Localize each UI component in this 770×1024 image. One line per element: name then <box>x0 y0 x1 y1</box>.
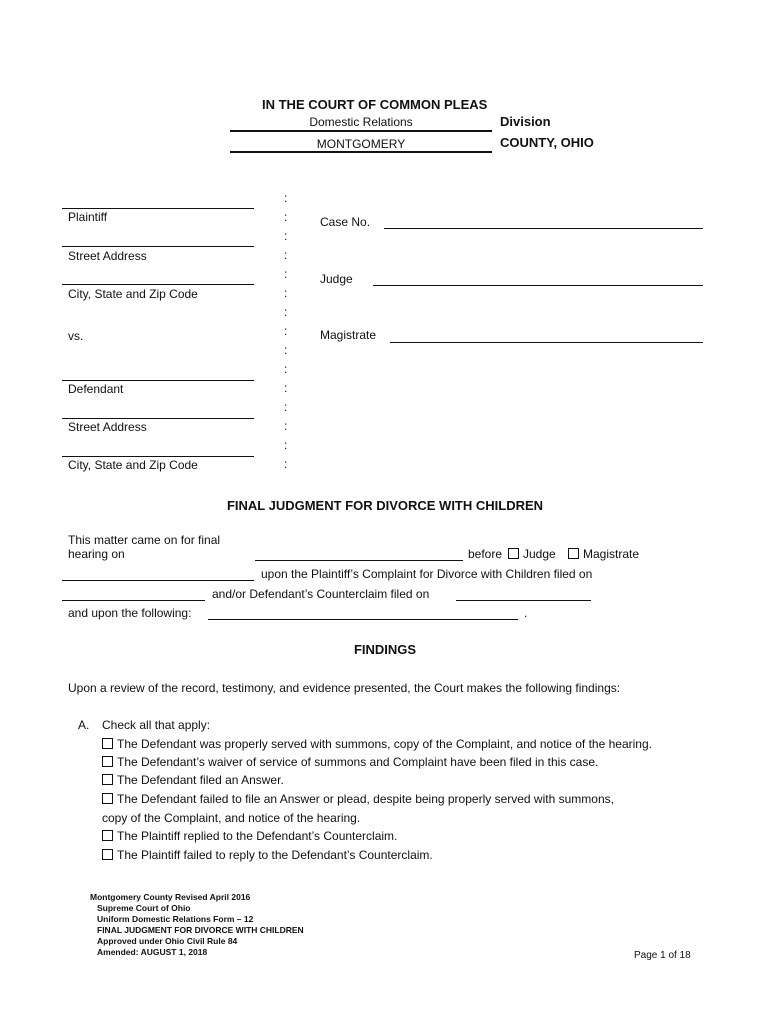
county-line <box>230 151 492 153</box>
caption-colon: : <box>284 419 288 433</box>
counterclaim-text: and/or Defendant’s Counterclaim filed on <box>212 587 430 601</box>
plaintiff-address-label: Street Address <box>68 249 147 263</box>
magistrate-checkbox[interactable] <box>568 548 579 559</box>
judge-option-label: Judge <box>523 547 556 561</box>
magistrate-field[interactable] <box>390 342 703 343</box>
defendant-address-line[interactable] <box>62 418 254 419</box>
footer-rule: Approved under Ohio Civil Rule 84 <box>97 936 238 946</box>
division-line <box>230 130 492 132</box>
following-field[interactable] <box>208 619 518 620</box>
judge-checkbox[interactable] <box>508 548 519 559</box>
finding-checkbox[interactable] <box>102 849 113 860</box>
section-letter: A. <box>78 718 90 732</box>
finding-item[interactable] <box>102 848 433 862</box>
finding-item[interactable] <box>102 737 652 751</box>
caption-colon: : <box>284 438 288 452</box>
plaintiff-city-line[interactable] <box>62 284 254 285</box>
findings-heading: FINDINGS <box>353 642 417 657</box>
caption-colon: : <box>284 286 288 300</box>
finding-item[interactable] <box>102 755 598 769</box>
footer-title: FINAL JUDGMENT FOR DIVORCE WITH CHILDREN <box>97 925 304 935</box>
vs-label: vs. <box>68 329 84 343</box>
magistrate-label: Magistrate <box>320 328 377 342</box>
defendant-address-label: Street Address <box>68 420 147 434</box>
finding-item[interactable] <box>102 773 284 787</box>
finding-text: The Defendant’s waiver of service of summons and Complaint have been filed in this case. <box>117 755 599 769</box>
caption-colon: : <box>284 210 288 224</box>
county-value[interactable]: MONTGOMERY <box>316 137 406 151</box>
finding-checkbox[interactable] <box>102 738 113 749</box>
caption-colon: : <box>284 324 288 338</box>
judge-option[interactable] <box>508 547 556 561</box>
finding-item[interactable] <box>102 792 614 806</box>
finding-item[interactable] <box>102 829 397 843</box>
hearing-text-2: hearing on <box>68 547 125 561</box>
complaint-text: upon the Plaintiff’s Complaint for Divorce with Children filed on <box>261 567 593 581</box>
footer-form: Uniform Domestic Relations Form – 12 <box>97 914 254 924</box>
finding-text: The Defendant was properly served with summons, copy of the Complaint, and notice of the hearing. <box>117 737 652 751</box>
caption-colon: : <box>284 400 288 414</box>
case-no-label: Case No. <box>320 215 371 229</box>
defendant-city-line[interactable] <box>62 456 254 457</box>
footer-amended: Amended: AUGUST 1, 2018 <box>97 947 208 957</box>
finding-text: The Plaintiff replied to the Defendant’s Counterclaim. <box>117 829 398 843</box>
case-no-field[interactable] <box>384 228 703 229</box>
hearing-date-field[interactable] <box>255 560 463 561</box>
county-label: COUNTY, OHIO <box>500 135 594 150</box>
judge-field[interactable] <box>373 285 703 286</box>
finding-checkbox[interactable] <box>102 830 113 841</box>
document-title: FINAL JUDGMENT FOR DIVORCE WITH CHILDREN <box>226 498 544 513</box>
section-label: Check all that apply: <box>102 718 211 732</box>
caption-colon: : <box>284 381 288 395</box>
caption-colon: : <box>284 457 288 471</box>
court-title: IN THE COURT OF COMMON PLEAS <box>262 97 488 112</box>
caption-colon: : <box>284 305 288 319</box>
division-label: Division <box>500 114 551 129</box>
hearing-text-1: This matter came on for final <box>68 533 221 547</box>
footer-court: Supreme Court of Ohio <box>97 903 191 913</box>
finding-checkbox[interactable] <box>102 793 113 804</box>
division-value[interactable]: Domestic Relations <box>309 115 413 129</box>
caption-colon: : <box>284 248 288 262</box>
defendant-city-label: City, State and Zip Code <box>68 458 198 472</box>
judge-label: Judge <box>320 272 353 286</box>
before-label: before <box>468 547 503 561</box>
plaintiff-label: Plaintiff <box>68 210 108 224</box>
findings-intro: Upon a review of the record, testimony, and evidence presented, the Court makes the following findings: <box>68 681 621 695</box>
plaintiff-name-line[interactable] <box>62 208 254 209</box>
caption-colon: : <box>284 267 288 281</box>
finding-continuation: copy of the Complaint, and notice of the hearing. <box>102 811 361 825</box>
finding-checkbox[interactable] <box>102 774 113 785</box>
caption-colon: : <box>284 191 288 205</box>
page-number: Page 1 of 18 <box>634 950 691 961</box>
plaintiff-address-line[interactable] <box>62 246 254 247</box>
finding-text: The Plaintiff failed to reply to the Defendant’s Counterclaim. <box>117 848 433 862</box>
counterclaim-date-field[interactable] <box>456 600 591 601</box>
finding-text: The Defendant failed to file an Answer or plead, despite being properly served with summons, <box>117 792 614 806</box>
footer-revision: Montgomery County Revised April 2016 <box>90 892 251 902</box>
following-period: . <box>524 606 528 620</box>
caption-colon: : <box>284 343 288 357</box>
caption-colon: : <box>284 362 288 376</box>
defendant-name-line[interactable] <box>62 380 254 381</box>
following-text: and upon the following: <box>68 606 192 620</box>
defendant-label: Defendant <box>68 382 124 396</box>
plaintiff-city-label: City, State and Zip Code <box>68 287 198 301</box>
hearing-party-field[interactable] <box>62 580 254 581</box>
magistrate-option[interactable] <box>568 547 639 561</box>
magistrate-option-label: Magistrate <box>583 547 640 561</box>
complaint-date-field[interactable] <box>62 600 205 601</box>
finding-checkbox[interactable] <box>102 756 113 767</box>
caption-colon: : <box>284 229 288 243</box>
finding-text: The Defendant filed an Answer. <box>117 773 284 787</box>
